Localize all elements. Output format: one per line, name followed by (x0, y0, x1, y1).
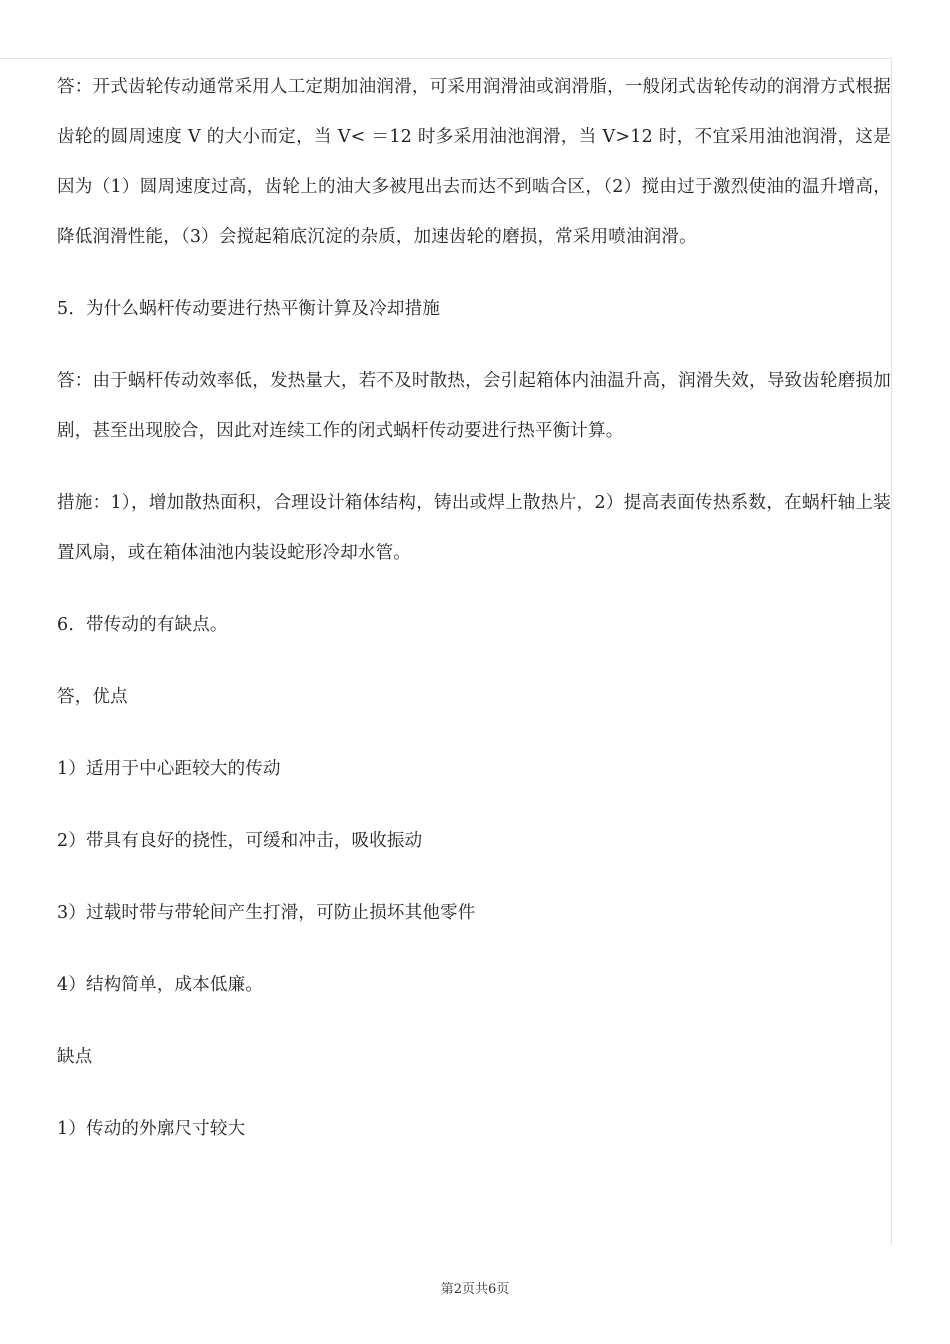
question-5-heading: 5．为什么蜗杆传动要进行热平衡计算及冷却措施 (57, 299, 441, 319)
advantage-item-2: 2）带具有良好的挠性，可缓和冲击，吸收振动 (57, 831, 423, 851)
question-6-heading: 6．带传动的有缺点。 (57, 615, 228, 635)
disadvantage-item-1: 1）传动的外廓尺寸较大 (57, 1119, 246, 1139)
answer-gear-lubrication: 答：开式齿轮传动通常采用人工定期加油润滑，可采用润滑油或润滑脂，一般闭式齿轮传动的润滑方式根据齿轮的圆周速度 V 的大小而定，当 V< ＝12 时多采用油池润滑，当 V>12 时，不宜采用油池润滑，这是因为（1）圆周速度过高，齿轮上的油大多被甩出去而达不到啮合区，（2）搅由过于激烈使油的温升增高，降低润滑性能，（3）会搅起箱底沉淀的杂质，加速齿轮的磨损，常采用喷油润滑。 (57, 77, 891, 247)
advantage-item-4: 4）结构简单，成本低廉。 (57, 975, 264, 995)
document-body (57, 62, 891, 1154)
cooling-measures: 措施：1），增加散热面积，合理设计箱体结构，铸出或焊上散热片，2）提高表面传热系数，在蜗杆轴上装置风扇，或在箱体油池内装设蛇形冷却水管。 (57, 493, 891, 563)
advantage-item-1: 1）适用于中心距较大的传动 (57, 759, 281, 779)
advantage-item-3: 3）过载时带与带轮间产生打滑，可防止损坏其他零件 (57, 903, 476, 923)
disadvantages-heading: 缺点 (57, 1047, 93, 1067)
page-number: 第2页共6页 (440, 1282, 510, 1297)
answer-worm-heat-balance: 答：由于蜗杆传动效率低，发热量大，若不及时散热，会引起箱体内油温升高，润滑失效，导致齿轮磨损加剧，甚至出现胶合，因此对连续工作的闭式蜗杆传动要进行热平衡计算。 (57, 371, 891, 441)
advantages-heading: 答，优点 (57, 687, 128, 707)
